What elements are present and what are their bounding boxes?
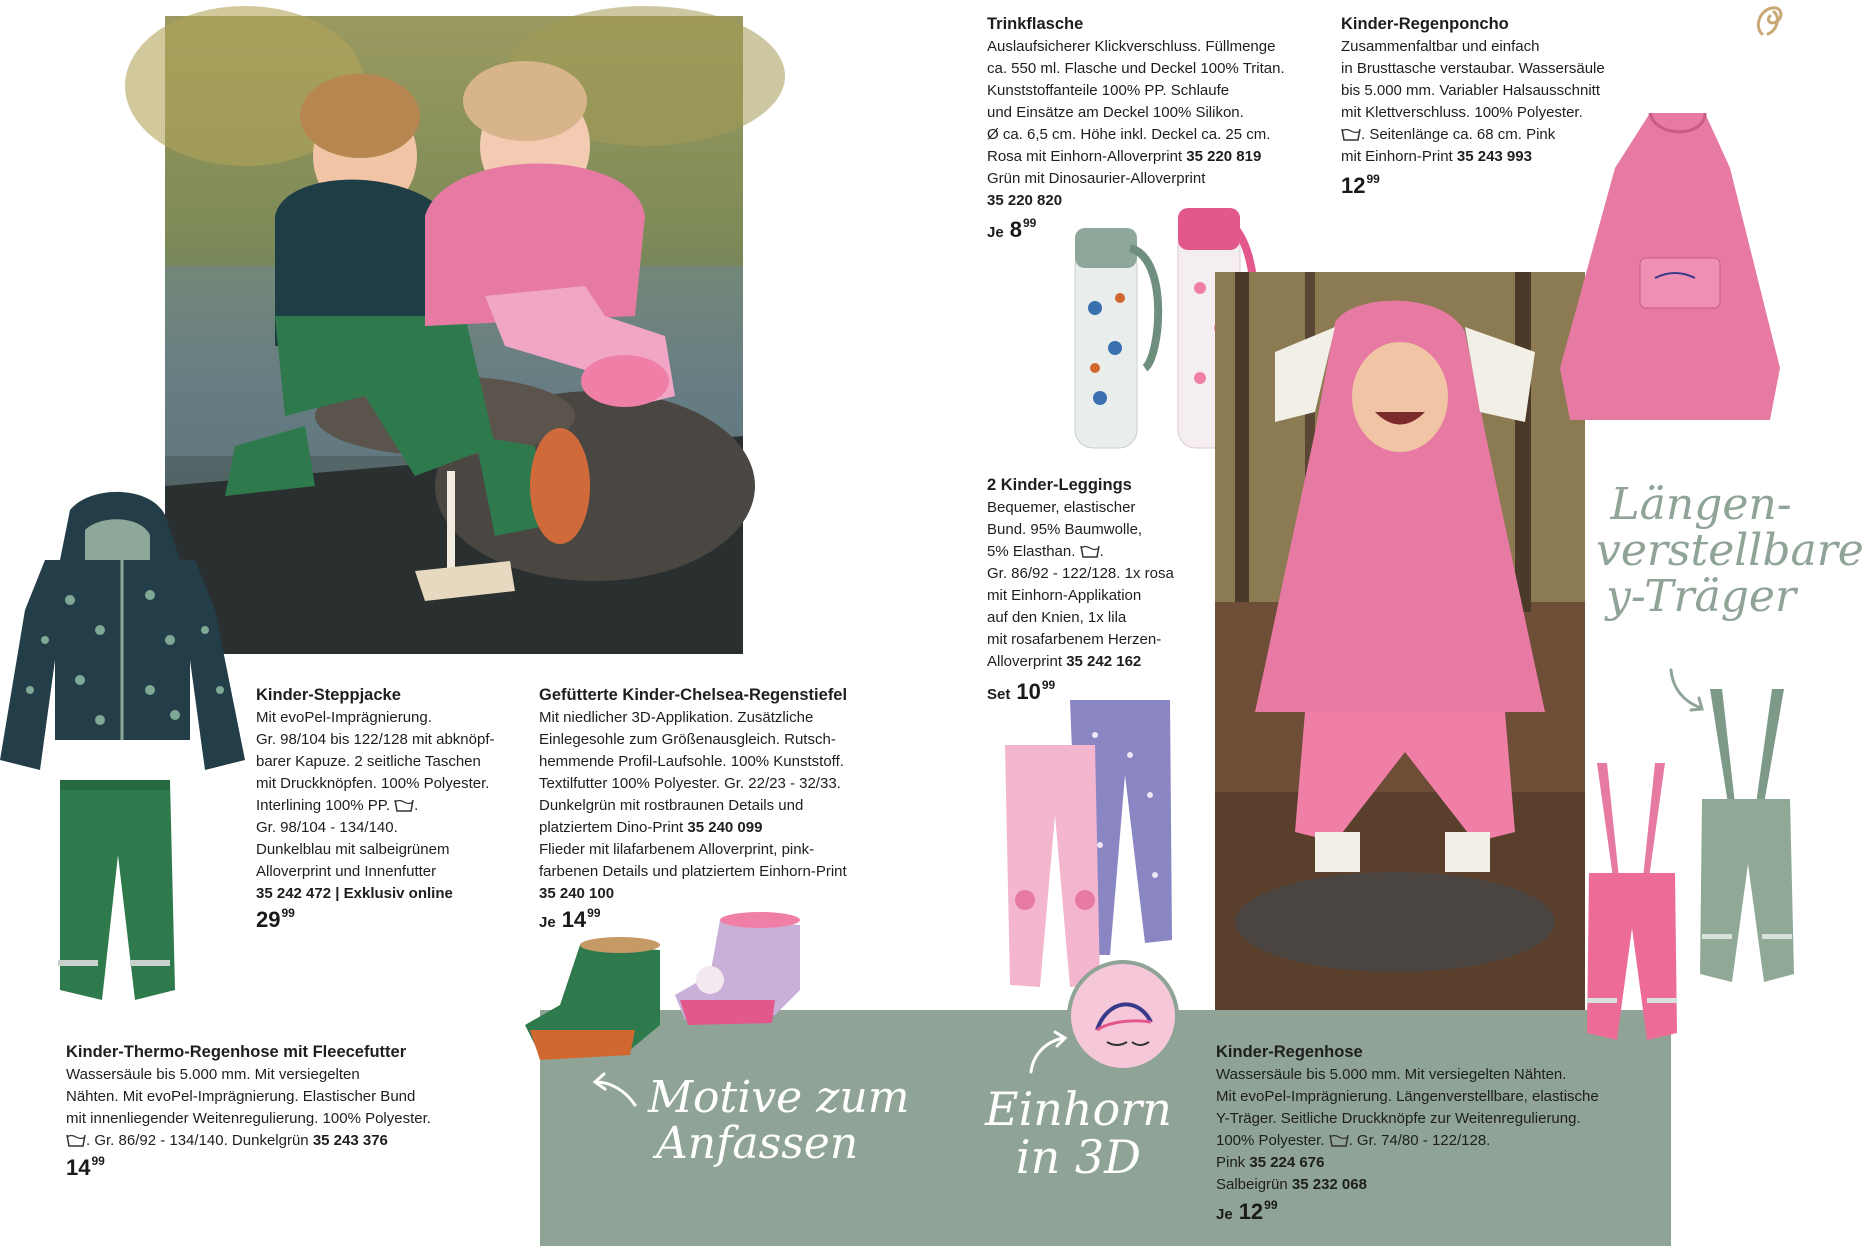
description-line: Zusammenfaltbar und einfach <box>1341 38 1540 55</box>
price-cents: 99 <box>1041 678 1056 692</box>
description-line: Gr. 86/92 - 122/128. 1x rosa <box>987 565 1174 582</box>
price-drinking-bottle <box>987 216 1036 243</box>
product-drinking-bottle <box>987 12 1285 212</box>
article-number: 35 240 099 <box>687 819 763 836</box>
exclusive-online-note: Exklusiv online <box>343 885 453 902</box>
price-integer: 10 <box>1016 679 1041 704</box>
product-rain-poncho <box>1341 12 1605 168</box>
description-line: Gr. 98/104 bis 122/128 mit abknöpf- <box>256 731 495 748</box>
price-integer: 29 <box>256 907 281 932</box>
description-line: farbenen Details und platziertem Einhorn-Print <box>539 863 847 880</box>
article-number: 35 220 819 <box>1186 148 1262 165</box>
article-number: 35 224 676 <box>1249 1154 1325 1171</box>
description-line: Bequemer, elastischer <box>987 499 1136 516</box>
price-chelsea-boots <box>539 906 601 933</box>
price-cents: 99 <box>587 906 601 920</box>
description-line-with-article <box>539 817 847 839</box>
washing-care-icon <box>66 1132 86 1148</box>
description-line-with-care <box>1216 1130 1599 1152</box>
callout-line: Längen- <box>1610 479 1792 530</box>
description-line: auf den Knien, 1x lila <box>987 609 1127 626</box>
description-line: Alloverprint <box>987 653 1063 670</box>
price-rain-poncho <box>1341 172 1380 199</box>
callout-line: verstellbare <box>1596 525 1864 577</box>
variant-line <box>1341 146 1605 168</box>
price-cents: 99 <box>1366 172 1380 186</box>
description-line: und Einsätze am Deckel 100% Silikon. <box>987 104 1244 121</box>
description-line: Dunkelblau mit salbeigrünem <box>256 841 450 858</box>
product-title: Kinder-Steppjacke <box>256 686 401 704</box>
description-line: mit Klettverschluss. 100% Polyester. <box>1341 104 1583 121</box>
price-cents: 99 <box>1264 1198 1278 1212</box>
description-line: mit innenliegender Weitenregulierung. 100% Polyester. <box>66 1110 431 1127</box>
curved-arrow-icon <box>590 1070 640 1110</box>
description-line: Bund. 95% Baumwolle, <box>987 521 1143 538</box>
price-prefix: Je <box>1216 1206 1233 1223</box>
description-line-with-care: 5% Elasthan. . <box>987 543 1104 560</box>
description-line: Mit niedlicher 3D-Applikation. Zusätzliche <box>539 709 814 726</box>
price-leggings <box>987 678 1055 705</box>
product-thermo-rain-pants <box>66 1040 431 1152</box>
product-title: Kinder-Regenponcho <box>1341 15 1509 33</box>
curved-arrow-icon <box>1665 666 1709 716</box>
price-rain-pants <box>1216 1198 1278 1225</box>
description-line: barer Kapuze. 2 seitliche Taschen <box>256 753 481 770</box>
description-line: platziertem Dino-Print <box>539 819 684 836</box>
variant-label: Grün mit Dinosaurier-Alloverprint <box>987 170 1206 187</box>
washing-care-icon <box>1329 1132 1349 1148</box>
price-prefix: Je <box>987 224 1004 241</box>
variant-line <box>1216 1152 1599 1174</box>
unicorn-3d-detail-circle <box>1067 960 1179 1072</box>
rain-pants-sage-image <box>1690 684 1802 994</box>
description-line: Wassersäule bis 5.000 mm. Mit versiegelten Nähten. <box>1216 1066 1567 1083</box>
description-line: Textilfutter 100% Polyester. Gr. 22/23 - 32/33. <box>539 775 841 792</box>
curved-arrow-icon <box>1025 1030 1075 1076</box>
variant-line <box>987 146 1285 168</box>
description-line: . Seitenlänge ca. 68 cm. Pink <box>1361 126 1556 143</box>
product-title: Gefütterte Kinder-Chelsea-Regenstiefel <box>539 686 848 704</box>
price-integer: 14 <box>561 907 587 932</box>
coffee-bean-logo-icon <box>1752 4 1786 40</box>
product-leggings <box>987 473 1174 673</box>
price-integer: 8 <box>1009 217 1022 242</box>
description-line: in Brusttasche verstaubar. Wassersäule <box>1341 60 1605 77</box>
description-line-with-care <box>1341 124 1605 146</box>
description-line: Mit evoPel-Imprägnierung. Längenverstellbare, elastische <box>1216 1088 1599 1105</box>
description-line: Nähten. Mit evoPel-Imprägnierung. Elastischer Bund <box>66 1088 416 1105</box>
price-cents: 99 <box>91 1154 105 1168</box>
kids-leggings-image <box>1000 695 1180 990</box>
price-thermo-rain-pants <box>66 1154 105 1181</box>
variant-label: mit Einhorn-Print <box>1341 148 1453 165</box>
callout-laengenverstellbare-y-traeger <box>1596 479 1864 623</box>
price-steppjacke <box>256 906 295 933</box>
description-line: Y-Träger. Seitliche Druckknöpfe zur Weitenregulierung. <box>1216 1110 1581 1127</box>
description-line: Gr. 98/104 - 134/140. <box>256 819 398 836</box>
product-steppjacke <box>256 683 494 905</box>
product-title: Trinkflasche <box>987 15 1084 33</box>
callout-line: Einhorn <box>985 1082 1172 1136</box>
article-number: 35 220 820 <box>987 192 1063 209</box>
description-line: hemmende Profil-Laufsohle. 100% Kunststoff. <box>539 753 844 770</box>
variant-label: Pink <box>1216 1154 1246 1171</box>
description-line: Auslaufsicherer Klickverschluss. Füllmenge <box>987 38 1276 55</box>
callout-line: in 3D <box>1015 1130 1141 1185</box>
description-line: Mit evoPel-Imprägnierung. <box>256 709 432 726</box>
product-title: Kinder-Thermo-Regenhose mit Fleecefutter <box>66 1043 407 1061</box>
washing-care-icon <box>394 797 414 813</box>
variant-label: Rosa mit Einhorn-Alloverprint <box>987 148 1183 165</box>
description-line: Interlining 100% PP. <box>256 797 390 814</box>
product-title: 2 Kinder-Leggings <box>987 476 1132 494</box>
description-line-with-article <box>987 651 1174 673</box>
price-prefix: Je <box>539 914 556 931</box>
callout-einhorn-in-3d <box>985 1082 1172 1185</box>
variant-label: Salbeigrün <box>1216 1176 1288 1193</box>
kids-by-water-photo <box>165 16 743 654</box>
girl-in-poncho-photo <box>1215 272 1585 1010</box>
price-prefix: Set <box>987 686 1011 703</box>
description-line: mit Einhorn-Applikation <box>987 587 1142 604</box>
price-integer: 12 <box>1341 173 1366 198</box>
description-line: Kunststoffanteile 100% PP. Schlaufe <box>987 82 1230 99</box>
article-number: 35 242 472 <box>256 885 332 902</box>
description-line: Einlegesohle zum Größenausgleich. Rutsch- <box>539 731 836 748</box>
description-line: 100% Polyester. <box>1216 1132 1325 1149</box>
price-integer: 12 <box>1238 1199 1264 1224</box>
description-line: mit rosafarbenem Herzen- <box>987 631 1162 648</box>
description-line: Dunkelgrün mit rostbraunen Details und <box>539 797 804 814</box>
price-integer: 14 <box>66 1155 91 1180</box>
article-number: 35 243 993 <box>1456 148 1532 165</box>
description-line-with-care: Interlining 100% PP. . <box>256 797 419 814</box>
description-line: Ø ca. 6,5 cm. Höhe inkl. Deckel ca. 25 cm. <box>987 126 1271 143</box>
product-rain-pants <box>1216 1040 1599 1196</box>
description-line-with-care <box>66 1130 431 1152</box>
article-number: 35 240 100 <box>539 885 615 902</box>
description-line: ca. 550 ml. Flasche und Deckel 100% Tritan. <box>987 60 1285 77</box>
product-title: Kinder-Regenhose <box>1216 1043 1363 1061</box>
washing-care-icon <box>1341 126 1361 142</box>
rain-pants-pink-image <box>1577 758 1685 1048</box>
callout-motive-zum-anfassen <box>648 1072 910 1170</box>
description-line: bis 5.000 mm. Variabler Halsausschnitt <box>1341 82 1600 99</box>
description-line: . Gr. 86/92 - 134/140. Dunkelgrün <box>86 1132 309 1149</box>
article-number: 35 243 376 <box>312 1132 388 1149</box>
article-line: 35 242 472 | Exklusiv online <box>256 885 453 902</box>
thermo-rain-pants-image <box>50 775 180 1005</box>
article-number: 35 242 162 <box>1066 653 1142 670</box>
price-cents: 99 <box>1022 216 1037 230</box>
description-line: Flieder mit lilafarbenem Alloverprint, pink- <box>539 841 815 858</box>
description-line: mit Druckknöpfen. 100% Polyester. <box>256 775 490 792</box>
washing-care-icon <box>1080 543 1100 559</box>
description-line: Wassersäule bis 5.000 mm. Mit versiegelten <box>66 1066 360 1083</box>
description-line: . Gr. 74/80 - 122/128. <box>1348 1132 1491 1149</box>
callout-line: Anfassen <box>656 1118 859 1170</box>
description-line: Alloverprint und Innenfutter <box>256 863 437 880</box>
article-number: 35 232 068 <box>1291 1176 1367 1193</box>
callout-line: Motive zum <box>648 1072 910 1123</box>
price-cents: 99 <box>281 906 295 920</box>
product-chelsea-boots <box>539 683 847 905</box>
callout-line: y-Träger <box>1605 571 1796 623</box>
quilted-jacket-image <box>0 490 250 780</box>
description-line: 5% Elasthan. <box>987 543 1076 560</box>
variant-line <box>1216 1174 1599 1196</box>
